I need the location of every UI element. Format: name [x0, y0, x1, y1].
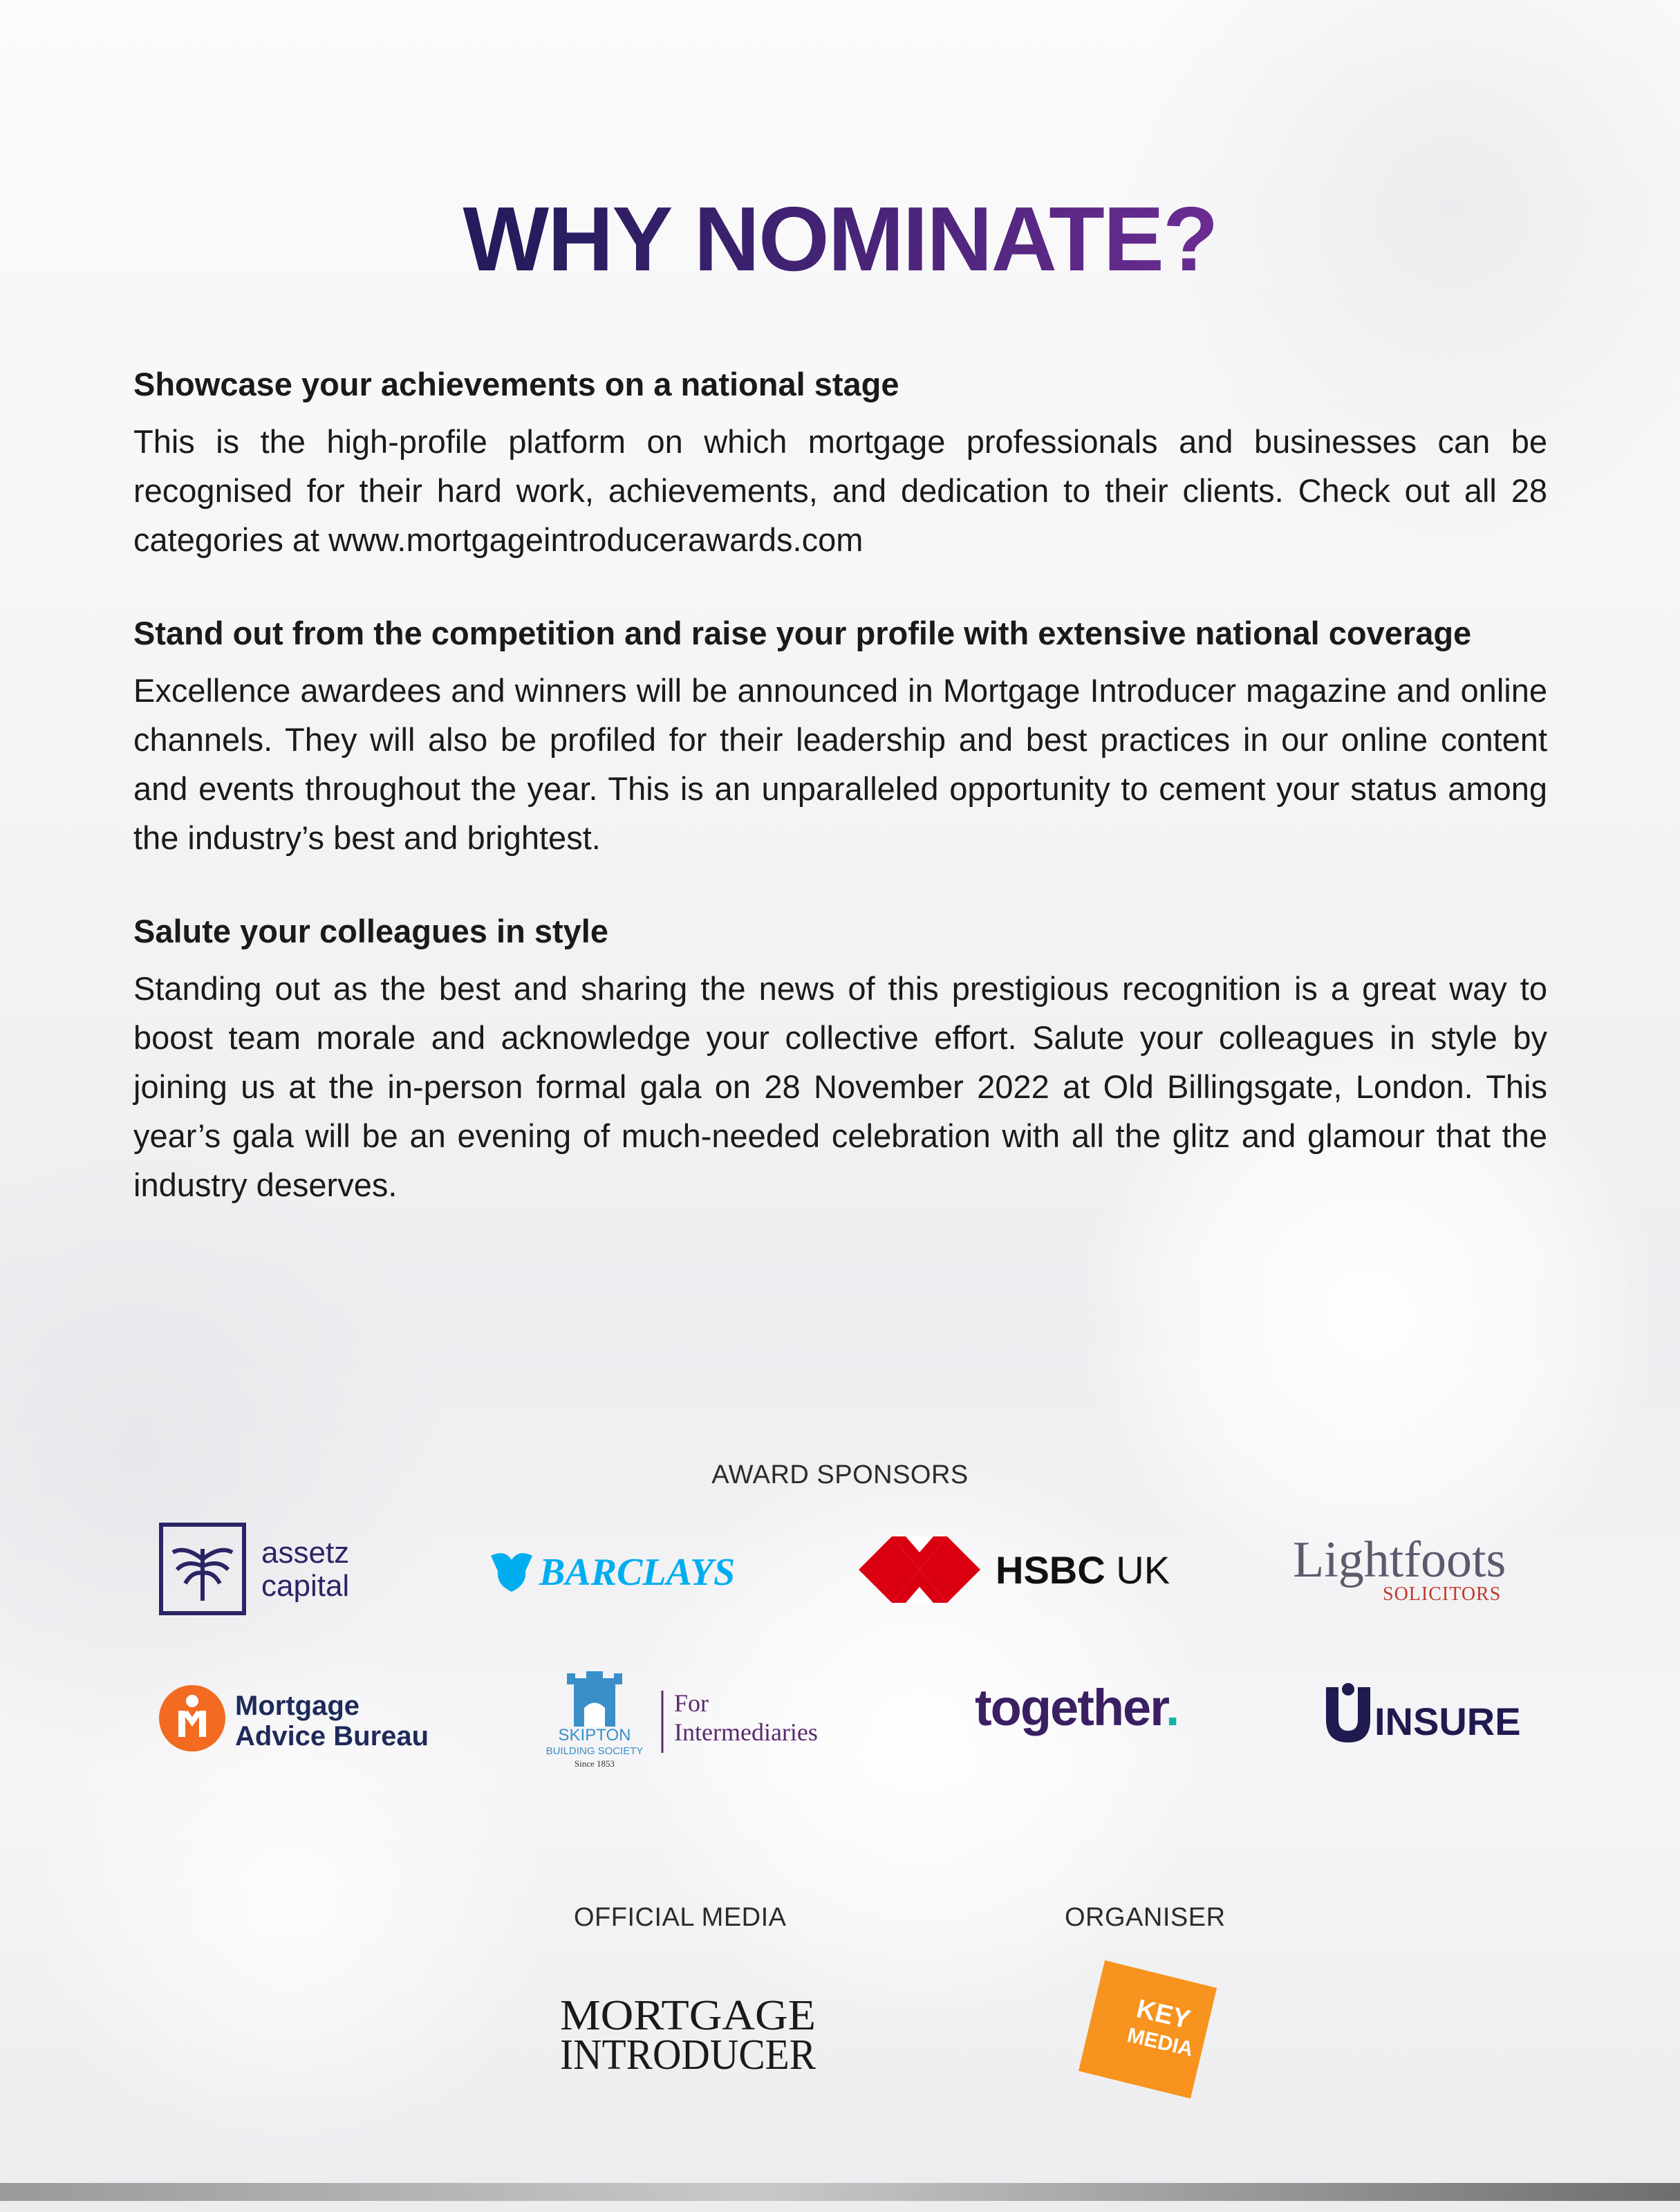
section-showcase — [133, 360, 1547, 564]
together-text: together — [975, 1679, 1166, 1736]
sponsors-label: AWARD SPONSORS — [711, 1460, 969, 1489]
hsbc-uk-logo — [857, 1535, 1170, 1604]
section-salute — [133, 907, 1547, 1209]
assetz-line1: assetz — [261, 1536, 350, 1570]
key-media-line1: KEY — [1133, 1994, 1193, 2035]
mab-line2: Advice Bureau — [235, 1721, 429, 1751]
mortgage-introducer-logo — [550, 1991, 826, 2079]
skipton-logo — [546, 1670, 850, 1781]
lightfoots-line1: Lightfoots — [1293, 1532, 1506, 1588]
together-logo — [971, 1677, 1206, 1746]
skipton-since: Since 1853 — [574, 1758, 615, 1769]
svg-text:together. — [975, 1679, 1178, 1736]
mortgage-introducer-line2: INTRODUCER — [560, 2032, 816, 2079]
hsbc-bold: HSBC — [996, 1548, 1105, 1592]
mortgage-advice-bureau-logo — [158, 1680, 434, 1756]
skipton-line1: For — [674, 1689, 709, 1717]
mab-line1: Mortgage — [235, 1691, 360, 1721]
assetz-line2: capital — [261, 1569, 350, 1603]
assetz-capital-logo — [158, 1521, 365, 1618]
page-title: WHY NOMINATE? — [0, 187, 1680, 291]
section-heading: Stand out from the competition and raise your profile with extensive national coverage — [133, 615, 1472, 651]
section-heading: Showcase your achievements on a national stage — [133, 366, 899, 402]
section-stand-out — [133, 608, 1547, 862]
section-body: Standing out as the best and sharing the news of this prestigious recognition is a great way to boost team morale and acknowledge your collective effort. Salute your colleagues in style by joining us at the in-person formal gala on 28 November 2022 at Old Billingsgate, London. This year’s gala will be an evening of much-needed celebration with all the glitz and glamour that the industry deserves. — [133, 970, 1547, 1203]
section-heading: Salute your colleagues in style — [133, 913, 608, 949]
organiser-label: ORGANISER — [1065, 1903, 1226, 1932]
official-media-label: OFFICIAL MEDIA — [574, 1903, 787, 1932]
section-body: Excellence awardees and winners will be announced in Mortgage Introducer magazine and online channels. They will also be profiled for their leadership and best practices in our online content and events throughout the year. This is an unparalleled opportunity to cement your status among the industry’s best and brightest. — [133, 672, 1547, 856]
key-media-logo — [1072, 1953, 1224, 2106]
lightfoots-line2: SOLICITORS — [1383, 1583, 1502, 1605]
svg-text:HSBC UK — [996, 1548, 1170, 1592]
section-body: This is the high-profile platform on which mortgage professionals and businesses can be recognised for their hard work, achievements, and dedication to their clients. Check out all 28 categories at www.mortgageintroducerawards.com — [133, 423, 1547, 558]
skipton-sub: BUILDING SOCIETY — [545, 1745, 644, 1757]
skipton-line2: Intermediaries — [674, 1718, 818, 1746]
footer-bar — [0, 2183, 1680, 2201]
barclays-logo — [484, 1543, 736, 1599]
uinsure-logo — [1320, 1677, 1528, 1753]
skipton-name: SKIPTON — [558, 1726, 631, 1745]
barclays-text: BARCLAYS — [539, 1551, 736, 1594]
key-media-line2: MEDIA — [1125, 2023, 1195, 2061]
lightfoots-logo — [1286, 1534, 1535, 1610]
uinsure-text: INSURE — [1374, 1700, 1521, 1743]
mortgage-introducer-line1: MORTGAGE — [560, 1992, 816, 2039]
hsbc-light: UK — [1105, 1548, 1170, 1592]
together-dot: . — [1165, 1679, 1179, 1736]
main-content — [133, 360, 1547, 1254]
